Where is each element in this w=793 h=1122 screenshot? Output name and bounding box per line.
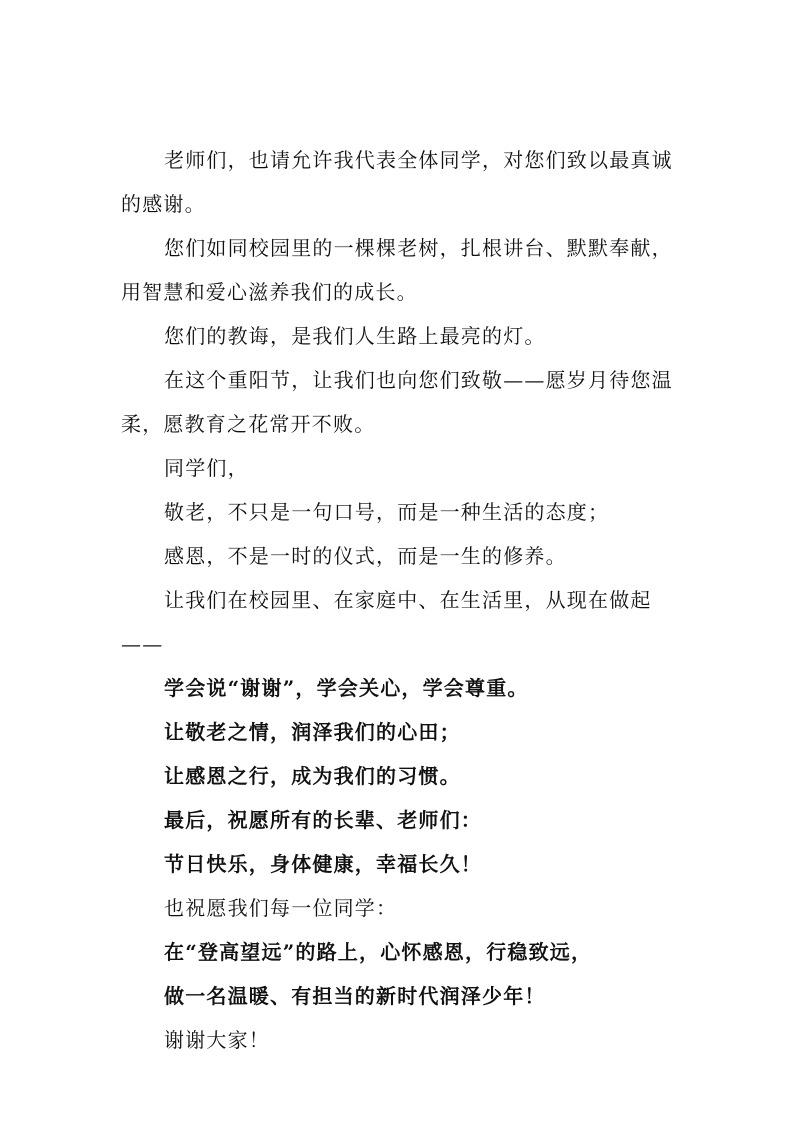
paragraph-start-now: 让我们在校园里、在家庭中、在生活里，从现在做起—— xyxy=(121,588,652,656)
paragraph-nourish-hearts: 让敬老之情，润泽我们的心田； xyxy=(164,720,461,744)
paragraph-thanks-teachers: 老师们，也请允许我代表全体同学，对您们致以最真诚的感谢。 xyxy=(121,148,673,216)
paragraph-double-ninth-salute: 在这个重阳节，让我们也向您们致敬——愿岁月待您温柔，愿教育之花常开不败。 xyxy=(121,368,673,436)
paragraph-old-trees: 您们如同校园里的一棵棵老树，扎根讲台、默默奉献，用智慧和爱心滋养我们的成长。 xyxy=(121,236,673,304)
paragraph-teachings-light: 您们的教诲，是我们人生路上最亮的灯。 xyxy=(164,324,546,348)
paragraph-habit: 让感恩之行，成为我们的习惯。 xyxy=(164,764,461,788)
paragraph-classmates-address: 同学们， xyxy=(164,456,249,480)
paragraph-learn-to-thank: 学会说“谢谢”，学会关心，学会尊重。 xyxy=(164,676,529,700)
paragraph-holiday-wishes: 节日快乐，身体健康，幸福长久！ xyxy=(164,852,482,876)
paragraph-new-era-youth: 做一名温暖、有担当的新时代润泽少年！ xyxy=(164,984,546,1008)
paragraph-climb-high: 在“登高望远”的路上，心怀感恩，行稳致远， xyxy=(164,940,593,964)
paragraph-thank-everyone: 谢谢大家！ xyxy=(164,1028,270,1052)
paragraph-wish-classmates: 也祝愿我们每一位同学： xyxy=(164,896,398,920)
paragraph-gratitude: 感恩，不是一时的仪式，而是一生的修养。 xyxy=(164,544,567,568)
paragraph-wish-elders: 最后，祝愿所有的长辈、老师们： xyxy=(164,808,482,832)
speech-body xyxy=(121,138,681,1062)
paragraph-respect-elders: 敬老，不只是一句口号，而是一种生活的态度； xyxy=(164,500,610,524)
